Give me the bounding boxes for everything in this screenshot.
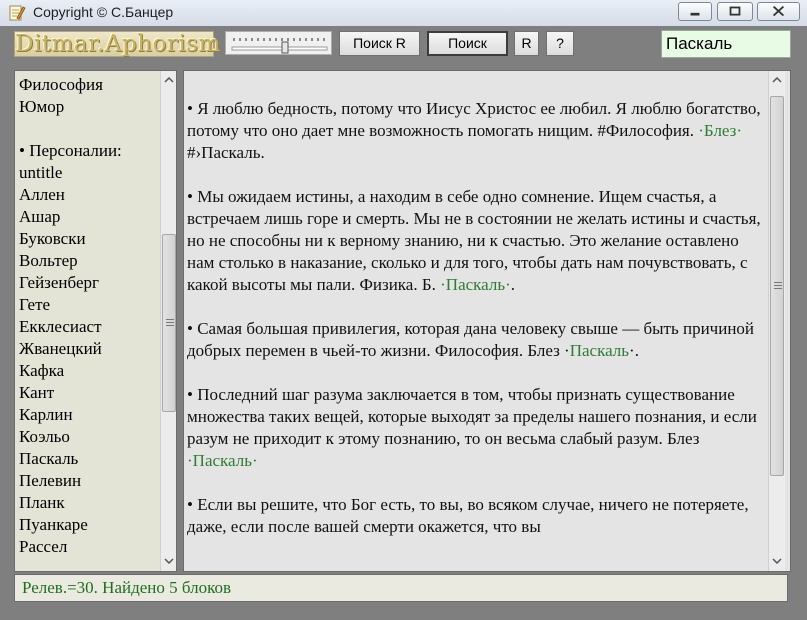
search-input[interactable] [661, 30, 791, 58]
list-item[interactable]: Планк [19, 493, 65, 512]
r-button[interactable]: R [514, 31, 539, 56]
category-list-items [19, 74, 159, 558]
slider-track [226, 32, 333, 56]
list-spacer [19, 118, 159, 140]
app-logo: Ditmar.Aphorism [15, 31, 221, 57]
author-link[interactable]: ·Паскаль· [187, 451, 258, 470]
list-item[interactable]: Юмор [19, 97, 65, 116]
list-item[interactable]: Аллен [19, 185, 65, 204]
aphorism-paragraph: • Последний шаг разума заключается в том, чтобы признать существование множества таких вещей, которые выходят за пределы нашего познания, и если разум не приходит к этому познанию, то он весьма слабый разум. Блез ·Паскаль· [187, 385, 757, 470]
list-item[interactable]: Вольтер [19, 251, 78, 270]
main-scrollbar[interactable] [768, 71, 785, 571]
list-item[interactable]: Паскаль [19, 449, 79, 468]
arrow-down-icon [772, 558, 782, 564]
aphorism-paragraph: • Мы ожидаем истины, а находим в себе одно сомнение. Ищем счастья, а встречаем лишь горе и смерть. Мы не в состоянии не желать истины и счастья, но не способны ни к верному знанию, ни к счастью. Это желание оставлено нам столько в наказание, сколько и для того, чтобы дать нам почувствовать, с какой высоты мы пали. Физика. Б. ·Паскаль·. [187, 187, 761, 294]
aphorism-text-panel [183, 70, 791, 572]
search-button[interactable]: Поиск [427, 31, 508, 56]
list-item[interactable]: Кафка [19, 361, 65, 380]
list-item[interactable]: Ашар [19, 207, 61, 226]
list-item[interactable]: Буковски [19, 229, 86, 248]
list-item[interactable]: Коэльо [19, 427, 70, 446]
list-item[interactable]: Гете [19, 295, 51, 314]
status-bar: Релев.=30. Найдено 5 блоков [14, 574, 788, 602]
list-item[interactable]: Пелевин [19, 471, 82, 490]
search-r-button[interactable]: Поиск R [339, 31, 420, 56]
pencil-icon [8, 4, 26, 22]
author-link[interactable]: Паскаль [569, 341, 630, 360]
scroll-thumb[interactable] [770, 96, 784, 476]
arrow-up-icon [772, 77, 782, 83]
maximize-icon [718, 3, 752, 20]
list-item[interactable]: Пуанкаре [19, 515, 88, 534]
aphorism-content [187, 98, 769, 560]
list-item[interactable]: untitle [19, 163, 63, 182]
title-bar [0, 0, 807, 27]
aphorism-paragraph: • Я люблю бедность, потому что Иисус Христос ее любил. Я люблю богатство, потому что оно дает мне возможность помогать нищим. #Философия. ·Блез· #›Паскаль. [187, 99, 761, 162]
scroll-thumb[interactable] [162, 234, 176, 412]
list-item[interactable]: Карлин [19, 405, 73, 424]
section-header: • Персоналии: [19, 141, 122, 160]
list-item[interactable]: Кант [19, 383, 55, 402]
scroll-up-button[interactable] [769, 72, 785, 89]
left-scrollbar[interactable] [160, 71, 177, 571]
scroll-down-button[interactable] [769, 553, 785, 570]
list-item[interactable]: Жванецкий [19, 339, 102, 358]
help-button[interactable]: ? [546, 31, 574, 56]
list-item[interactable]: Гейзенберг [19, 273, 99, 292]
font-size-slider[interactable] [225, 31, 332, 55]
author-link[interactable]: ·Блез· [698, 121, 743, 140]
close-icon [758, 3, 799, 20]
list-item[interactable]: Философия [19, 75, 103, 94]
scroll-up-button[interactable] [161, 72, 177, 89]
window-title: Copyright © С.Банцер [33, 4, 174, 20]
minimize-button[interactable] [678, 2, 712, 21]
close-button[interactable] [757, 2, 800, 21]
maximize-button[interactable] [717, 2, 753, 21]
list-item[interactable]: Рассел [19, 537, 68, 556]
author-link[interactable]: ·Паскаль· [440, 275, 511, 294]
scroll-down-button[interactable] [161, 553, 177, 570]
minimize-icon [679, 3, 711, 20]
arrow-down-icon [164, 558, 174, 564]
list-item[interactable]: Екклесиаст [19, 317, 102, 336]
aphorism-paragraph: • Самая большая привилегия, которая дана человеку свыше — быть причиной добрых перемен в чьей-то жизни. Философия. Блез ·Паскаль·. [187, 319, 755, 360]
category-list [14, 70, 177, 572]
aphorism-paragraph: • Если вы решите, что Бог есть, то вы, во всяком случае, ничего не потеряете, даже, если после вашей смерти окажется, что вы [187, 495, 749, 536]
arrow-up-icon [164, 77, 174, 83]
